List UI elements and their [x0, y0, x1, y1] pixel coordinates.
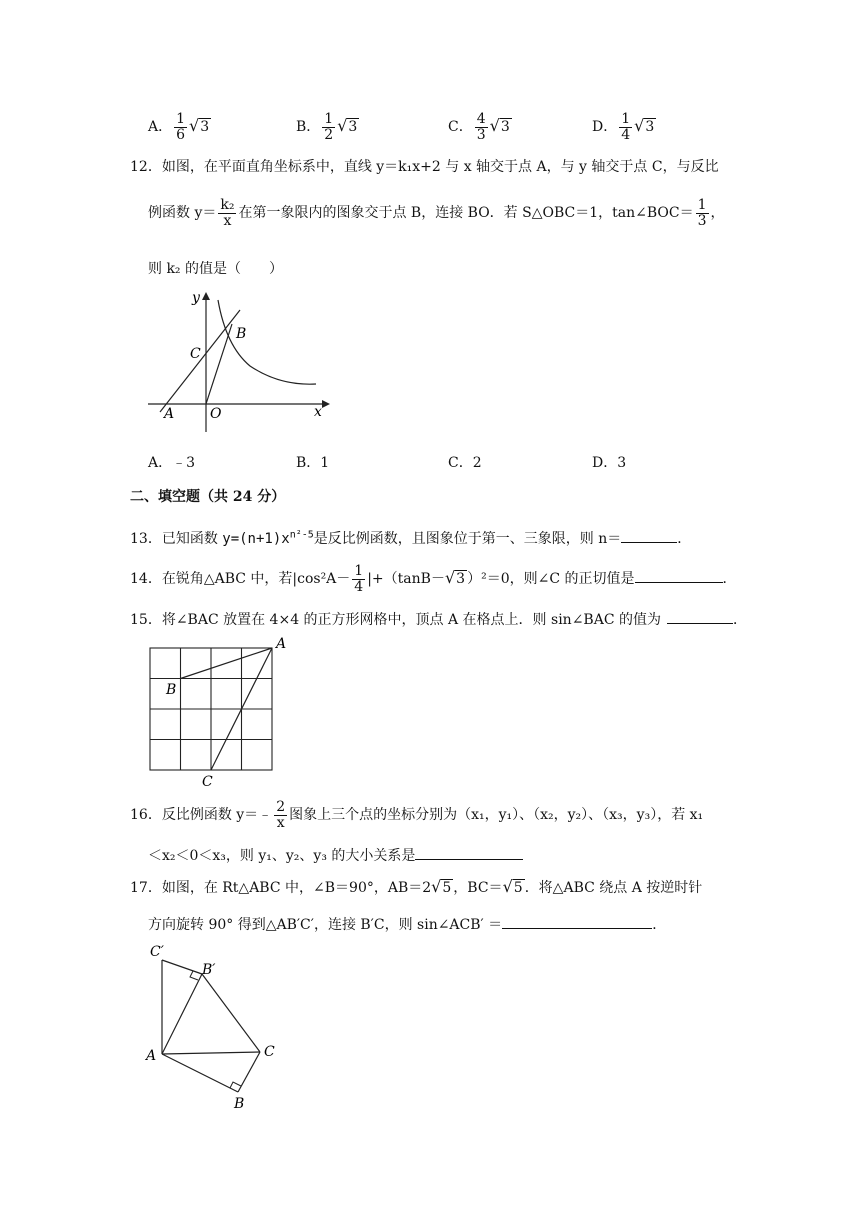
q17-line1: 17．如图，在 Rt△ABC 中，∠B＝90°，AB＝2√5 ，BC＝√5 ．将△ABC 绕点 A 按逆时针 [130, 877, 703, 896]
q12-line3: 则 k₂ 的值是（ ） [148, 261, 283, 277]
q14-text: |+（tanB－ [367, 571, 445, 588]
radicand: 3 [500, 119, 510, 136]
point-c-label: C [202, 774, 213, 790]
q12-option-c: C．2 [448, 455, 482, 471]
q17-text: 17．如图，在 Rt△ABC 中，∠B＝90°，AB＝2 [130, 880, 432, 896]
radicand: 5 [442, 880, 452, 896]
point-b-label: B [234, 1096, 245, 1112]
q14-text: ． [722, 571, 737, 588]
radicand: 5 [513, 880, 523, 896]
fraction-denominator: 6 [176, 126, 186, 143]
fraction-denominator: 3 [476, 126, 486, 143]
q11-option-b: B． $\frac{1}{2}$ √3 [296, 111, 358, 143]
q13-expression: y=(n+1)x [222, 531, 290, 547]
origin-label: O [210, 406, 222, 422]
q13-text: 是反比例函数，且图象位于第一、三象限，则 n＝ [313, 531, 622, 547]
point-b-label: B [166, 682, 177, 698]
x-axis-arrow [322, 400, 330, 408]
q12-option-d: D．3 [592, 455, 627, 471]
right-angle-mark-b [230, 1082, 241, 1088]
q13-exponent: n²-5 [289, 529, 314, 541]
q12-line1: 12．如图，在平面直角坐标系中，直线 y＝k₁x+2 与 x 轴交于点 A，与 y 轴交于点 C，与反比 [130, 159, 719, 175]
q17-text: 方向旋转 90° 得到△AB′C′，连接 B′C，则 sin∠ACB′ ＝ [148, 917, 503, 933]
q12-text: ， [710, 205, 725, 222]
segment-b-prime-c [202, 974, 260, 1052]
q13-text: ． [677, 531, 692, 547]
point-a-label: A [146, 1048, 157, 1064]
radicand: 3 [348, 119, 358, 136]
q15-text: 15．将∠BAC 放置在 4×4 的正方形网格中，顶点 A 在格点上．则 sin∠BAC 的值为 [130, 612, 661, 628]
segment-c-prime-b-prime [162, 960, 202, 974]
q12-option-a: A．﹣3 [148, 455, 196, 471]
q13-text: 13．已知函数 [130, 531, 223, 547]
option-label: D． [592, 119, 618, 136]
option-label: B． [296, 119, 321, 136]
fraction-denominator: 3 [697, 212, 707, 229]
point-a-label: A [276, 636, 287, 652]
q17-text: ，BC＝ [453, 880, 503, 896]
q17-figure [140, 940, 300, 1116]
q16-line2 [148, 845, 523, 865]
q17-text: ． [652, 917, 667, 933]
y-axis-arrow [202, 292, 210, 300]
fraction-numerator: 4 [476, 111, 486, 127]
q12-figure [140, 286, 340, 440]
fraction-numerator: 1 [324, 111, 334, 127]
ray-ab [181, 648, 273, 679]
point-b-label: B [236, 326, 247, 342]
point-c-prime-label: C′ [150, 944, 164, 960]
fraction-numerator: 2 [276, 799, 286, 815]
q16-text: 16．反比例函数 y＝﹣ [130, 807, 273, 824]
grid [150, 648, 272, 770]
q16-text: ＜x₂＜0＜x₃，则 y₁、y₂、y₃ 的大小关系是 [148, 848, 416, 864]
q17-text: ．将△ABC 绕点 A 按逆时针 [524, 880, 703, 896]
segment-ac [162, 1052, 260, 1054]
q14-text: ）²＝0，则∠C 的正切值是 [467, 571, 635, 588]
q14-line: 14．在锐角△ABC 中，若|cos²A－ $\frac{1}{4}$ |+（tanB－√3 ）²＝0，则∠C 的正切值是 ． [130, 563, 737, 595]
q15-figure [140, 634, 300, 794]
point-a-label: A [164, 406, 175, 422]
q13-line [130, 528, 691, 548]
q12-text: 在第一象限内的图象交于点 B，连接 BO．若 S△OBC＝1，tan∠BOC＝ [238, 205, 694, 222]
q17-line2 [148, 914, 666, 934]
fraction-denominator: x [223, 212, 232, 229]
q16-line1 [130, 800, 703, 830]
radicand: 3 [456, 571, 466, 588]
option-label: C． [448, 119, 473, 136]
q11-option-d: D． $\frac{1}{4}$ √3 [592, 111, 655, 143]
point-b-prime-label: B′ [202, 962, 216, 978]
q15-answer-blank[interactable] [667, 623, 733, 624]
fraction-numerator: k₂ [220, 197, 235, 213]
q15-line [130, 609, 747, 629]
segment-ab [162, 1054, 238, 1092]
y-axis-label: y [192, 290, 200, 306]
q15-text: ． [732, 612, 747, 628]
q12-option-b: B．1 [296, 455, 330, 471]
fraction-numerator: 1 [176, 111, 186, 127]
q14-text: 14．在锐角△ABC 中，若|cos²A－ [130, 571, 351, 588]
section-heading: 二、填空题（共 24 分） [130, 489, 286, 505]
fraction-denominator: 4 [354, 578, 364, 595]
q12-text: 例函数 y＝ [148, 205, 217, 222]
hyperbola-curve [218, 300, 316, 384]
point-c-label: C [264, 1044, 275, 1060]
q12-line2 [148, 198, 725, 228]
q11-option-c: C． $\frac{4}{3}$ √3 [448, 111, 510, 143]
fraction-numerator: 1 [621, 111, 631, 127]
q11-option-a: A． $\frac{1}{6}$ √3 [148, 111, 210, 143]
q16-answer-blank[interactable] [415, 859, 523, 860]
option-label: A． [148, 119, 173, 136]
radicand: 3 [645, 119, 655, 136]
q17-answer-blank[interactable] [502, 928, 652, 929]
segment-ab-prime [162, 974, 202, 1054]
x-axis-label: x [314, 404, 322, 420]
radicand: 3 [200, 119, 210, 136]
fraction-numerator: 1 [697, 197, 707, 213]
q14-answer-blank[interactable] [635, 582, 723, 583]
fraction-denominator: x [276, 814, 285, 831]
fraction-numerator: 1 [354, 563, 364, 579]
fraction-denominator: 2 [324, 126, 334, 143]
point-c-label: C [190, 346, 201, 362]
q13-answer-blank[interactable] [621, 542, 677, 543]
q16-text: 图象上三个点的坐标分别为（x₁，y₁）、（x₂，y₂）、（x₃，y₃），若 x₁ [289, 807, 704, 824]
segment-bc [238, 1052, 260, 1092]
fraction-denominator: 4 [621, 126, 631, 143]
